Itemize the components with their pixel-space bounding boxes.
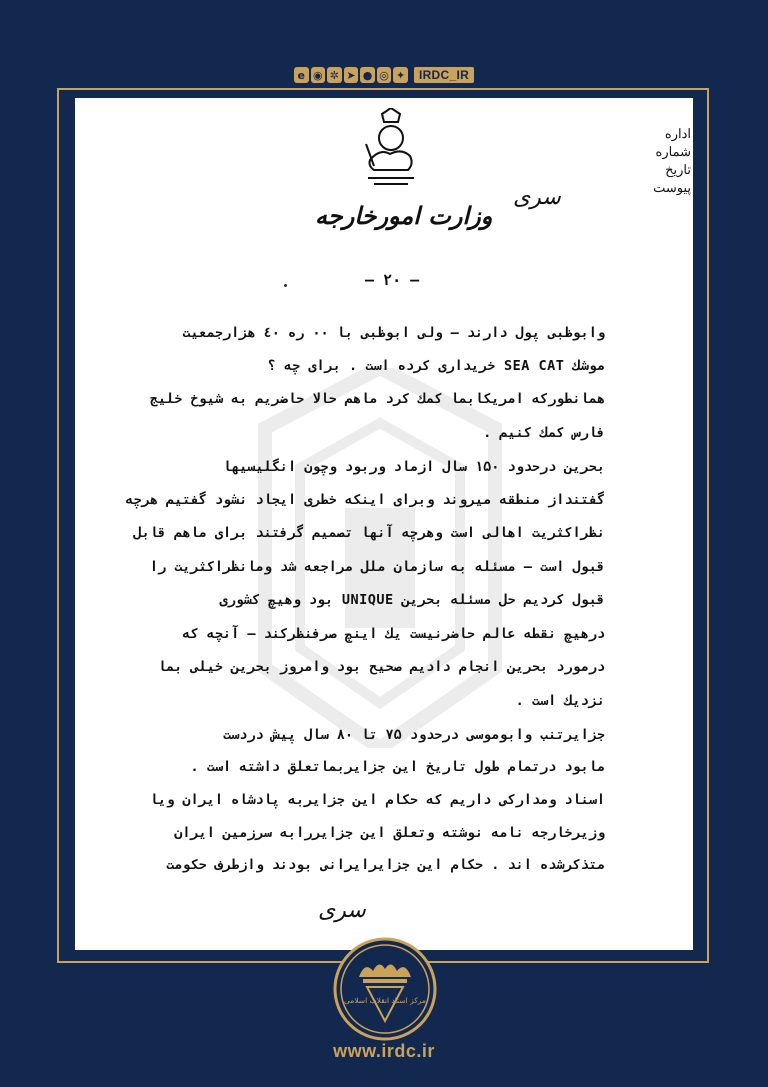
text-line: نظراکثریت اهالی است وهرچه آنها تصمیم گرفتند برای ماهم قابل: [133, 525, 605, 541]
text-line: متذکرشده اند . حکام این جزایرایرانی بودند وازطرف حکومت: [166, 857, 605, 873]
classification-bottom: سری: [318, 898, 366, 923]
text-line: جزایرتنب وابوموسی درحدود ۷۵ تا ۸۰ سال پیش دردست: [222, 727, 605, 743]
social-media-bar: [294, 66, 474, 84]
lion-and-sun-emblem-icon: [360, 108, 422, 188]
text-line: درمورد بحرین انجام دادیم صحیح بود وامروز بحرین خیلی بما: [157, 659, 605, 675]
twitter-icon[interactable]: ✦: [393, 67, 408, 83]
margin-note: شماره: [655, 145, 691, 160]
eitaa-icon[interactable]: e: [294, 67, 309, 83]
social-handle[interactable]: IRDC_IR: [414, 67, 474, 83]
margin-note: تاریخ: [665, 163, 691, 178]
text-line: وزیرخارجه نامه نوشته وتعلق این جزایررابه سرزمین ایران: [174, 825, 605, 841]
text-line: قبول است — مسئله به سازمان ملل مراجعه شد ومانظراکثریت را: [149, 559, 605, 575]
page-number: — ۲۰ —: [365, 271, 420, 289]
margin-note: اداره: [664, 127, 691, 142]
margin-note: پیوست: [653, 181, 691, 196]
irdc-logo-icon: [333, 937, 437, 1041]
document-page: [75, 98, 693, 950]
ministry-heading: وزارت امورخارجه: [315, 201, 493, 230]
rubika-icon[interactable]: ✲: [327, 67, 342, 83]
margin-notes: [643, 126, 691, 198]
text-line: فارس کمك کنیم .: [483, 425, 605, 441]
text-line: گفتنداز منطقه میروند وبرای اینکه خطری ایجاد نشود گفتیم هرچه: [125, 492, 605, 508]
text-line: موشك SEA CAT خریداری کرده است . برای چه ؟: [267, 358, 605, 374]
text-line: اسناد ومدارکی داریم که حکام این جزایربه پادشاه ایران ویا: [149, 792, 605, 808]
text-line: مابود درتمام طول تاریخ این جزایربماتعلق داشته است .: [190, 759, 605, 775]
website-link[interactable]: www.irdc.ir: [333, 1041, 435, 1061]
ink-dot: [284, 284, 287, 287]
text-line: درهیچ نقطه عالم حاضرنیست یك اینچ صرفنظرکند — آنچه که: [182, 626, 605, 642]
instagram-icon[interactable]: ◎: [377, 67, 392, 83]
telegram-icon[interactable]: ➤: [344, 67, 359, 83]
badge-text: مرکز اسناد انقلاب اسلامی: [344, 996, 426, 1005]
classification-top: سری: [513, 185, 561, 210]
text-line: بحرین درحدود ۱۵۰ سال ازماد وربود وچون انگلیسیها: [222, 459, 605, 475]
text-line: نزدیك است .: [515, 693, 605, 709]
text-line: همانطورکه امریکابما کمك کرد ماهم حالا حاضریم به شیوخ خلیج: [149, 391, 605, 407]
text-line: وابوظبی پول دارند — ولی ابوظبی با ۰۰ ره ٤٠ هزارجمعیت: [182, 325, 605, 341]
bale-icon[interactable]: ◉: [311, 67, 326, 83]
bale-chat-icon[interactable]: ●: [360, 67, 375, 83]
text-line: قبول کردیم حل مسئله بحرین UNIQUE بود وهیچ کشوری: [219, 592, 605, 608]
